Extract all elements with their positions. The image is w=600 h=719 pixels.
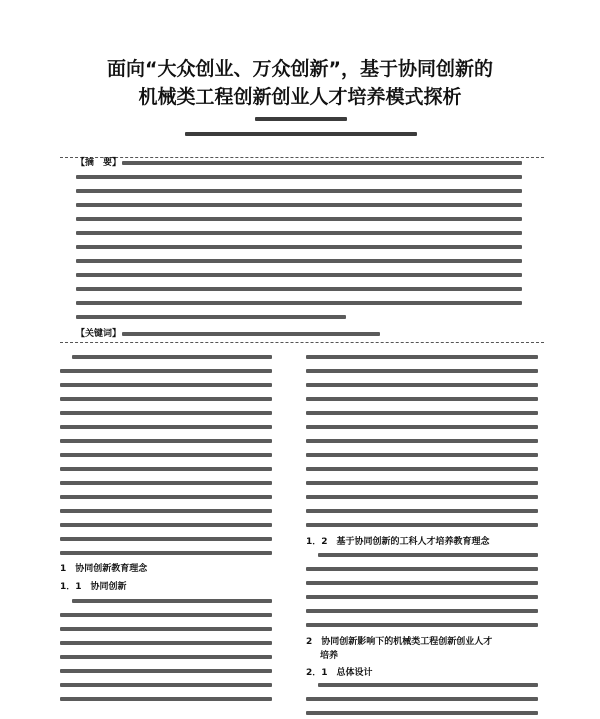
- section-2-heading-line-1: 2 协同创新影响下的机械类工程创新创业人才: [306, 637, 493, 647]
- section-2-heading-line-2: 培养: [320, 651, 339, 661]
- section-2-1-heading: 2．1 总体设计: [306, 668, 373, 678]
- section-1-2-heading: 1．2 基于协同创新的工科人才培养教育理念: [306, 537, 490, 547]
- section-1-1-heading: 1．1 协同创新: [60, 582, 127, 592]
- section-1-heading: 1 协同创新教育理念: [60, 564, 148, 574]
- abstract-label: 【摘 要】: [76, 158, 122, 168]
- keywords-label: 【关键词】: [76, 329, 122, 339]
- paper-title-line-2: 机械类工程创新创业人才培养模式探析: [138, 86, 462, 108]
- paper-title-line-1: 面向“大众创业、万众创新”，基于协同创新的: [107, 58, 493, 80]
